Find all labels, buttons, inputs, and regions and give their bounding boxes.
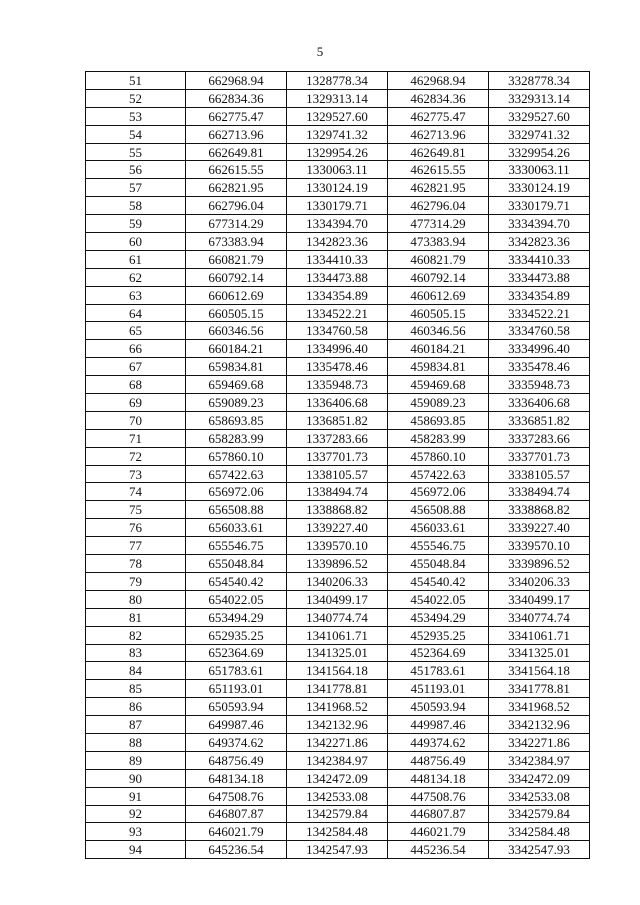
y-coordinate-alt-cell: 3330179.71	[489, 197, 590, 215]
y-coordinate-alt-cell: 3339896.52	[489, 555, 590, 573]
y-coordinate-alt-cell: 3341325.01	[489, 644, 590, 662]
y-coordinate-cell: 1340499.17	[287, 590, 388, 608]
table-row	[86, 161, 590, 179]
y-coordinate-cell: 1342384.97	[287, 751, 388, 769]
point-number-cell: 55	[86, 143, 186, 161]
x-coordinate-cell: 654540.42	[186, 572, 287, 590]
x-coordinate-alt-cell: 473383.94	[388, 233, 489, 251]
x-coordinate-alt-cell: 462796.04	[388, 197, 489, 215]
y-coordinate-cell: 1342823.36	[287, 233, 388, 251]
table-row	[86, 143, 590, 161]
point-number-cell: 91	[86, 787, 186, 805]
x-coordinate-cell: 662968.94	[186, 72, 287, 90]
y-coordinate-cell: 1329313.14	[287, 89, 388, 107]
y-coordinate-alt-cell: 3334394.70	[489, 215, 590, 233]
x-coordinate-alt-cell: 453494.29	[388, 608, 489, 626]
x-coordinate-cell: 660505.15	[186, 304, 287, 322]
y-coordinate-cell: 1341968.52	[287, 698, 388, 716]
point-number-cell: 89	[86, 751, 186, 769]
table-row	[86, 626, 590, 644]
x-coordinate-alt-cell: 452935.25	[388, 626, 489, 644]
y-coordinate-cell: 1342579.84	[287, 805, 388, 823]
x-coordinate-cell: 655048.84	[186, 555, 287, 573]
y-coordinate-cell: 1329954.26	[287, 143, 388, 161]
y-coordinate-cell: 1329741.32	[287, 125, 388, 143]
y-coordinate-alt-cell: 3338494.74	[489, 483, 590, 501]
x-coordinate-cell: 659089.23	[186, 394, 287, 412]
x-coordinate-alt-cell: 462775.47	[388, 107, 489, 125]
y-coordinate-alt-cell: 3341564.18	[489, 662, 590, 680]
y-coordinate-cell: 1341061.71	[287, 626, 388, 644]
table-row	[86, 89, 590, 107]
table-row	[86, 340, 590, 358]
y-coordinate-cell: 1338105.57	[287, 465, 388, 483]
y-coordinate-cell: 1335948.73	[287, 376, 388, 394]
y-coordinate-cell: 1334354.89	[287, 286, 388, 304]
x-coordinate-cell: 660792.14	[186, 268, 287, 286]
x-coordinate-alt-cell: 460505.15	[388, 304, 489, 322]
x-coordinate-alt-cell: 454022.05	[388, 590, 489, 608]
y-coordinate-cell: 1340774.74	[287, 608, 388, 626]
table-row	[86, 823, 590, 841]
y-coordinate-alt-cell: 3334354.89	[489, 286, 590, 304]
x-coordinate-alt-cell: 446021.79	[388, 823, 489, 841]
y-coordinate-alt-cell: 3329954.26	[489, 143, 590, 161]
y-coordinate-cell: 1334473.88	[287, 268, 388, 286]
x-coordinate-alt-cell: 458283.99	[388, 429, 489, 447]
point-number-cell: 81	[86, 608, 186, 626]
y-coordinate-alt-cell: 3340499.17	[489, 590, 590, 608]
y-coordinate-alt-cell: 3334760.58	[489, 322, 590, 340]
y-coordinate-alt-cell: 3342547.93	[489, 841, 590, 859]
x-coordinate-alt-cell: 462713.96	[388, 125, 489, 143]
y-coordinate-alt-cell: 3330124.19	[489, 179, 590, 197]
table-row	[86, 680, 590, 698]
x-coordinate-alt-cell: 452364.69	[388, 644, 489, 662]
x-coordinate-cell: 646021.79	[186, 823, 287, 841]
y-coordinate-cell: 1335478.46	[287, 358, 388, 376]
y-coordinate-alt-cell: 3339227.40	[489, 519, 590, 537]
y-coordinate-cell: 1336851.82	[287, 411, 388, 429]
x-coordinate-alt-cell: 477314.29	[388, 215, 489, 233]
point-number-cell: 74	[86, 483, 186, 501]
point-number-cell: 66	[86, 340, 186, 358]
table-row	[86, 841, 590, 859]
y-coordinate-cell: 1336406.68	[287, 394, 388, 412]
y-coordinate-alt-cell: 3335478.46	[489, 358, 590, 376]
table-row	[86, 751, 590, 769]
y-coordinate-cell: 1330179.71	[287, 197, 388, 215]
point-number-cell: 84	[86, 662, 186, 680]
y-coordinate-alt-cell: 3336851.82	[489, 411, 590, 429]
table-row	[86, 447, 590, 465]
x-coordinate-cell: 653494.29	[186, 608, 287, 626]
point-number-cell: 56	[86, 161, 186, 179]
x-coordinate-alt-cell: 460612.69	[388, 286, 489, 304]
x-coordinate-alt-cell: 449987.46	[388, 716, 489, 734]
y-coordinate-alt-cell: 3342384.97	[489, 751, 590, 769]
y-coordinate-cell: 1342472.09	[287, 769, 388, 787]
table-row	[86, 376, 590, 394]
x-coordinate-cell: 660346.56	[186, 322, 287, 340]
table-row	[86, 394, 590, 412]
y-coordinate-alt-cell: 3342533.08	[489, 787, 590, 805]
x-coordinate-cell: 650593.94	[186, 698, 287, 716]
y-coordinate-alt-cell: 3342579.84	[489, 805, 590, 823]
y-coordinate-cell: 1342547.93	[287, 841, 388, 859]
x-coordinate-cell: 662615.55	[186, 161, 287, 179]
x-coordinate-cell: 660612.69	[186, 286, 287, 304]
point-number-cell: 67	[86, 358, 186, 376]
y-coordinate-cell: 1334996.40	[287, 340, 388, 358]
y-coordinate-alt-cell: 3330063.11	[489, 161, 590, 179]
x-coordinate-cell: 662713.96	[186, 125, 287, 143]
table-row	[86, 787, 590, 805]
table-row	[86, 268, 590, 286]
point-number-cell: 94	[86, 841, 186, 859]
x-coordinate-alt-cell: 457860.10	[388, 447, 489, 465]
y-coordinate-cell: 1334394.70	[287, 215, 388, 233]
table-row	[86, 233, 590, 251]
x-coordinate-cell: 656972.06	[186, 483, 287, 501]
x-coordinate-cell: 646807.87	[186, 805, 287, 823]
x-coordinate-alt-cell: 445236.54	[388, 841, 489, 859]
point-number-cell: 62	[86, 268, 186, 286]
x-coordinate-cell: 648756.49	[186, 751, 287, 769]
x-coordinate-cell: 654022.05	[186, 590, 287, 608]
y-coordinate-cell: 1341325.01	[287, 644, 388, 662]
y-coordinate-alt-cell: 3340206.33	[489, 572, 590, 590]
y-coordinate-cell: 1342533.08	[287, 787, 388, 805]
point-number-cell: 82	[86, 626, 186, 644]
y-coordinate-cell: 1330063.11	[287, 161, 388, 179]
y-coordinate-alt-cell: 3335948.73	[489, 376, 590, 394]
x-coordinate-cell: 651783.61	[186, 662, 287, 680]
table-row	[86, 519, 590, 537]
x-coordinate-alt-cell: 450593.94	[388, 698, 489, 716]
x-coordinate-alt-cell: 451193.01	[388, 680, 489, 698]
x-coordinate-alt-cell: 456508.88	[388, 501, 489, 519]
x-coordinate-cell: 662649.81	[186, 143, 287, 161]
table-row	[86, 501, 590, 519]
x-coordinate-cell: 655546.75	[186, 537, 287, 555]
point-number-cell: 77	[86, 537, 186, 555]
y-coordinate-alt-cell: 3342584.48	[489, 823, 590, 841]
y-coordinate-alt-cell: 3341778.81	[489, 680, 590, 698]
y-coordinate-cell: 1337283.66	[287, 429, 388, 447]
x-coordinate-cell: 662821.95	[186, 179, 287, 197]
x-coordinate-cell: 656508.88	[186, 501, 287, 519]
y-coordinate-cell: 1339227.40	[287, 519, 388, 537]
table-row	[86, 698, 590, 716]
y-coordinate-cell: 1338868.82	[287, 501, 388, 519]
table-row	[86, 716, 590, 734]
y-coordinate-cell: 1334760.58	[287, 322, 388, 340]
y-coordinate-alt-cell: 3341968.52	[489, 698, 590, 716]
x-coordinate-alt-cell: 455546.75	[388, 537, 489, 555]
x-coordinate-cell: 677314.29	[186, 215, 287, 233]
point-number-cell: 75	[86, 501, 186, 519]
y-coordinate-cell: 1337701.73	[287, 447, 388, 465]
point-number-cell: 63	[86, 286, 186, 304]
x-coordinate-alt-cell: 448756.49	[388, 751, 489, 769]
point-number-cell: 76	[86, 519, 186, 537]
x-coordinate-cell: 648134.18	[186, 769, 287, 787]
x-coordinate-alt-cell: 462834.36	[388, 89, 489, 107]
point-number-cell: 68	[86, 376, 186, 394]
y-coordinate-cell: 1339570.10	[287, 537, 388, 555]
x-coordinate-cell: 660821.79	[186, 250, 287, 268]
x-coordinate-alt-cell: 456972.06	[388, 483, 489, 501]
point-number-cell: 70	[86, 411, 186, 429]
x-coordinate-alt-cell: 460821.79	[388, 250, 489, 268]
point-number-cell: 83	[86, 644, 186, 662]
coordinates-table-body	[86, 72, 590, 859]
table-row	[86, 358, 590, 376]
y-coordinate-alt-cell: 3337283.66	[489, 429, 590, 447]
point-number-cell: 65	[86, 322, 186, 340]
table-row	[86, 769, 590, 787]
x-coordinate-cell: 660184.21	[186, 340, 287, 358]
x-coordinate-cell: 656033.61	[186, 519, 287, 537]
x-coordinate-cell: 649374.62	[186, 733, 287, 751]
y-coordinate-alt-cell: 3334473.88	[489, 268, 590, 286]
x-coordinate-alt-cell: 459469.68	[388, 376, 489, 394]
y-coordinate-alt-cell: 3336406.68	[489, 394, 590, 412]
y-coordinate-alt-cell: 3329313.14	[489, 89, 590, 107]
x-coordinate-alt-cell: 448134.18	[388, 769, 489, 787]
y-coordinate-cell: 1330124.19	[287, 179, 388, 197]
y-coordinate-alt-cell: 3337701.73	[489, 447, 590, 465]
x-coordinate-cell: 657422.63	[186, 465, 287, 483]
point-number-cell: 88	[86, 733, 186, 751]
table-row	[86, 286, 590, 304]
table-row	[86, 608, 590, 626]
y-coordinate-alt-cell: 3329527.60	[489, 107, 590, 125]
point-number-cell: 93	[86, 823, 186, 841]
y-coordinate-cell: 1334410.33	[287, 250, 388, 268]
x-coordinate-alt-cell: 456033.61	[388, 519, 489, 537]
y-coordinate-cell: 1328778.34	[287, 72, 388, 90]
point-number-cell: 86	[86, 698, 186, 716]
table-row	[86, 72, 590, 90]
x-coordinate-alt-cell: 454540.42	[388, 572, 489, 590]
x-coordinate-cell: 649987.46	[186, 716, 287, 734]
point-number-cell: 79	[86, 572, 186, 590]
y-coordinate-alt-cell: 3341061.71	[489, 626, 590, 644]
table-row	[86, 733, 590, 751]
y-coordinate-cell: 1338494.74	[287, 483, 388, 501]
x-coordinate-cell: 662775.47	[186, 107, 287, 125]
y-coordinate-alt-cell: 3342132.96	[489, 716, 590, 734]
x-coordinate-alt-cell: 457422.63	[388, 465, 489, 483]
y-coordinate-cell: 1339896.52	[287, 555, 388, 573]
point-number-cell: 59	[86, 215, 186, 233]
y-coordinate-alt-cell: 3338868.82	[489, 501, 590, 519]
y-coordinate-alt-cell: 3329741.32	[489, 125, 590, 143]
table-row	[86, 179, 590, 197]
table-row	[86, 805, 590, 823]
table-row	[86, 644, 590, 662]
x-coordinate-alt-cell: 462968.94	[388, 72, 489, 90]
table-row	[86, 215, 590, 233]
table-row	[86, 429, 590, 447]
point-number-cell: 69	[86, 394, 186, 412]
table-row	[86, 125, 590, 143]
x-coordinate-alt-cell: 447508.76	[388, 787, 489, 805]
y-coordinate-cell: 1341778.81	[287, 680, 388, 698]
x-coordinate-alt-cell: 446807.87	[388, 805, 489, 823]
x-coordinate-alt-cell: 455048.84	[388, 555, 489, 573]
x-coordinate-cell: 662796.04	[186, 197, 287, 215]
y-coordinate-cell: 1334522.21	[287, 304, 388, 322]
table-row	[86, 411, 590, 429]
x-coordinate-cell: 662834.36	[186, 89, 287, 107]
y-coordinate-cell: 1341564.18	[287, 662, 388, 680]
point-number-cell: 64	[86, 304, 186, 322]
y-coordinate-alt-cell: 3340774.74	[489, 608, 590, 626]
table-row	[86, 107, 590, 125]
coordinates-table	[85, 71, 590, 859]
x-coordinate-cell: 645236.54	[186, 841, 287, 859]
y-coordinate-cell: 1329527.60	[287, 107, 388, 125]
page-number: 5	[316, 44, 324, 59]
y-coordinate-cell: 1342132.96	[287, 716, 388, 734]
x-coordinate-alt-cell: 449374.62	[388, 733, 489, 751]
point-number-cell: 53	[86, 107, 186, 125]
table-row	[86, 322, 590, 340]
x-coordinate-cell: 659469.68	[186, 376, 287, 394]
point-number-cell: 80	[86, 590, 186, 608]
y-coordinate-alt-cell: 3339570.10	[489, 537, 590, 555]
table-row	[86, 590, 590, 608]
table-row	[86, 465, 590, 483]
x-coordinate-alt-cell: 460184.21	[388, 340, 489, 358]
y-coordinate-alt-cell: 3334996.40	[489, 340, 590, 358]
x-coordinate-cell: 652935.25	[186, 626, 287, 644]
table-row	[86, 572, 590, 590]
y-coordinate-cell: 1340206.33	[287, 572, 388, 590]
x-coordinate-cell: 658283.99	[186, 429, 287, 447]
point-number-cell: 60	[86, 233, 186, 251]
table-row	[86, 304, 590, 322]
y-coordinate-alt-cell: 3342823.36	[489, 233, 590, 251]
x-coordinate-cell: 651193.01	[186, 680, 287, 698]
x-coordinate-alt-cell: 459834.81	[388, 358, 489, 376]
table-row	[86, 483, 590, 501]
x-coordinate-cell: 652364.69	[186, 644, 287, 662]
point-number-cell: 87	[86, 716, 186, 734]
point-number-cell: 78	[86, 555, 186, 573]
table-row	[86, 662, 590, 680]
point-number-cell: 71	[86, 429, 186, 447]
point-number-cell: 51	[86, 72, 186, 90]
y-coordinate-alt-cell: 3334522.21	[489, 304, 590, 322]
point-number-cell: 54	[86, 125, 186, 143]
y-coordinate-cell: 1342271.86	[287, 733, 388, 751]
point-number-cell: 72	[86, 447, 186, 465]
y-coordinate-alt-cell: 3342271.86	[489, 733, 590, 751]
point-number-cell: 61	[86, 250, 186, 268]
y-coordinate-alt-cell: 3334410.33	[489, 250, 590, 268]
y-coordinate-cell: 1342584.48	[287, 823, 388, 841]
x-coordinate-alt-cell: 451783.61	[388, 662, 489, 680]
x-coordinate-alt-cell: 460346.56	[388, 322, 489, 340]
x-coordinate-cell: 647508.76	[186, 787, 287, 805]
x-coordinate-cell: 659834.81	[186, 358, 287, 376]
y-coordinate-alt-cell: 3342472.09	[489, 769, 590, 787]
point-number-cell: 85	[86, 680, 186, 698]
x-coordinate-cell: 658693.85	[186, 411, 287, 429]
table-row	[86, 197, 590, 215]
x-coordinate-alt-cell: 460792.14	[388, 268, 489, 286]
point-number-cell: 92	[86, 805, 186, 823]
x-coordinate-alt-cell: 459089.23	[388, 394, 489, 412]
table-row	[86, 250, 590, 268]
table-row	[86, 537, 590, 555]
y-coordinate-alt-cell: 3328778.34	[489, 72, 590, 90]
point-number-cell: 58	[86, 197, 186, 215]
x-coordinate-alt-cell: 462821.95	[388, 179, 489, 197]
point-number-cell: 52	[86, 89, 186, 107]
x-coordinate-alt-cell: 462649.81	[388, 143, 489, 161]
point-number-cell: 57	[86, 179, 186, 197]
table-row	[86, 555, 590, 573]
point-number-cell: 90	[86, 769, 186, 787]
point-number-cell: 73	[86, 465, 186, 483]
x-coordinate-cell: 673383.94	[186, 233, 287, 251]
x-coordinate-alt-cell: 462615.55	[388, 161, 489, 179]
x-coordinate-cell: 657860.10	[186, 447, 287, 465]
y-coordinate-alt-cell: 3338105.57	[489, 465, 590, 483]
x-coordinate-alt-cell: 458693.85	[388, 411, 489, 429]
